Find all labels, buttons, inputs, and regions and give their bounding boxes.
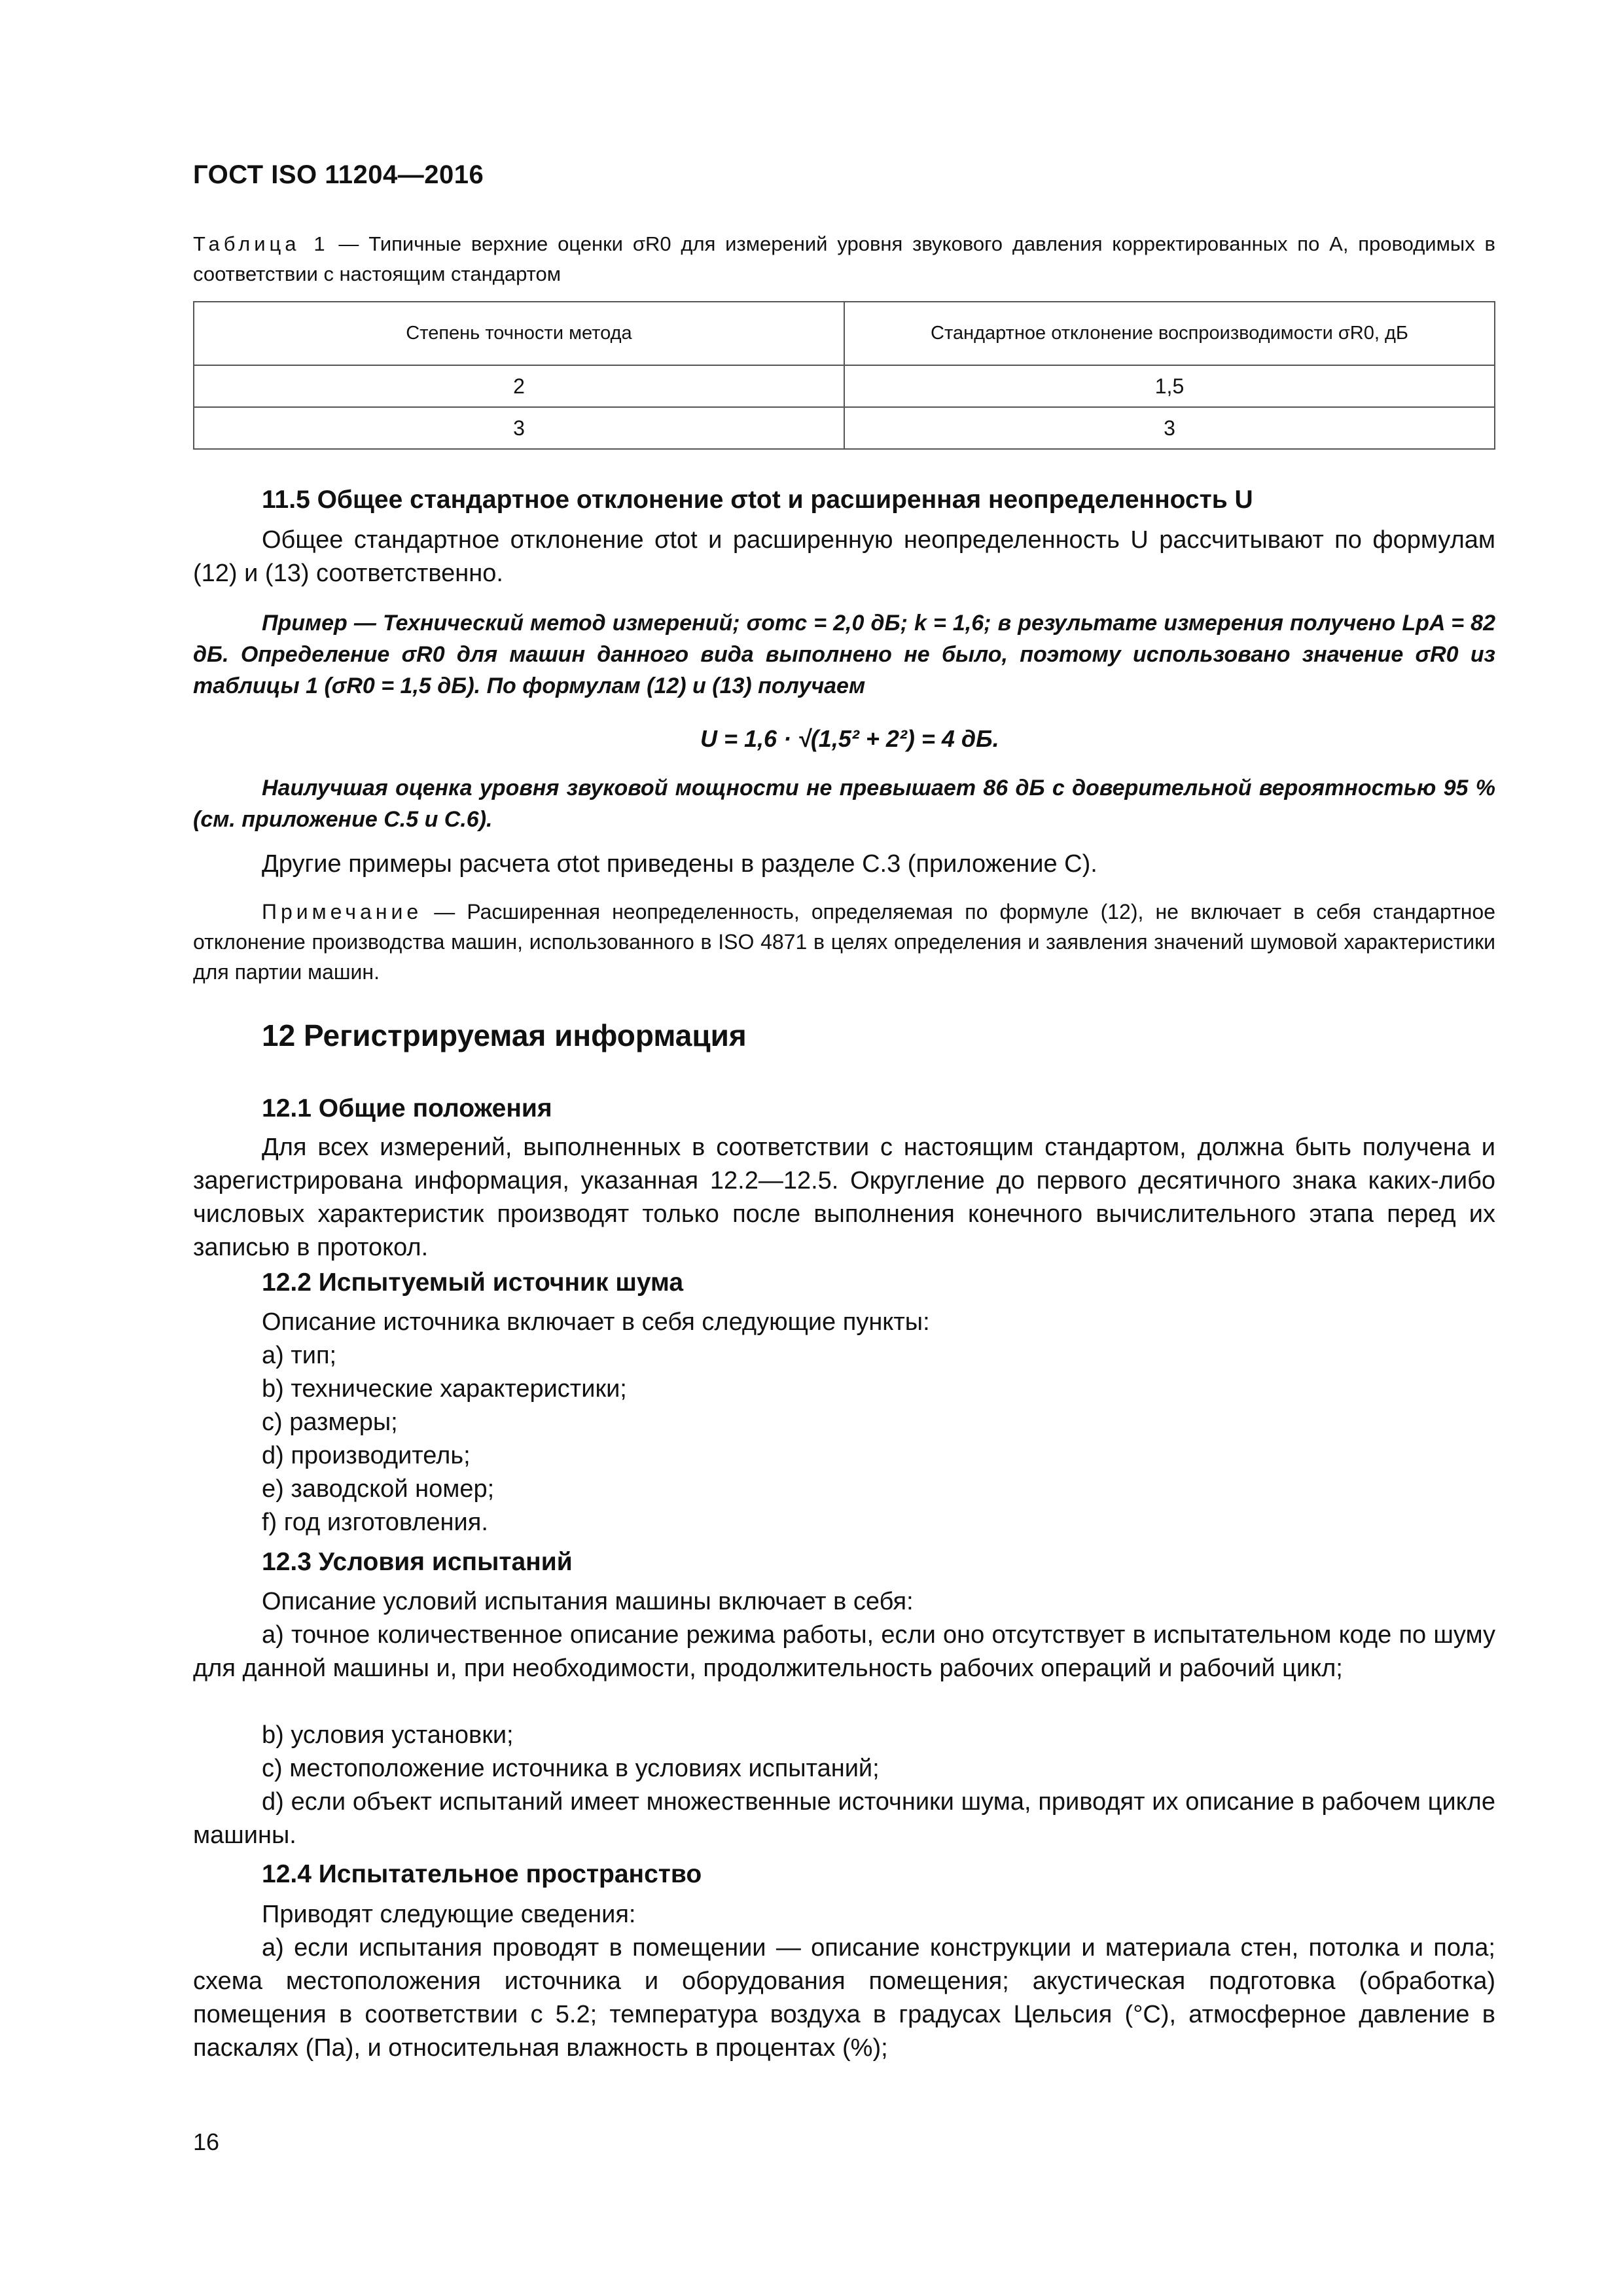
page-number: 16 [193,2128,220,2155]
list-item: b) технические характеристики; [262,1375,627,1403]
table-header-cell: Степень точности метода [194,302,844,365]
list-item: c) местоположение источника в условиях испытаний; [262,1755,880,1782]
section-12-4-intro: Приводят следующие сведения: [262,1901,636,1928]
formula-u: U = 1,6 · √(1,5² + 2²) = 4 дБ. [700,725,999,752]
table-row [194,365,1495,407]
table-caption-label: Таблица 1 [193,232,329,255]
list-item: d) если объект испытаний имеет множественные источники шума, приводят их описание в рабочем цикле машины. [193,1788,1495,1849]
table-caption-text: — Типичные верхние оценки σR0 для измерений уровня звукового давления корректированных по A, проводимых в соответствии с настоящим стандартом [193,232,1495,285]
list-item: d) производитель; [262,1442,471,1469]
note-paragraph [193,897,1495,987]
section-11-5-paragraph: Общее стандартное отклонение σtot и расширенную неопределенность U рассчитывают по формулам (12) и (13) соответственно. [193,526,1495,587]
section-12-1-paragraph: Для всех измерений, выполненных в соответствии с настоящим стандартом, должна быть получена и зарегистрирована информация, указанная 12.2—12.5. Округление до первого десятичного знака каких-либо числовых характеристик производят только после выполнения конечного вычислительного этапа перед их записью в протокол. [193,1134,1495,1261]
list-item: e) заводской номер; [262,1475,495,1503]
section-11-5-heading: 11.5 Общее стандартное отклонение σtot и расширенная неопределенность U [262,486,1253,514]
note-label: Примечание [262,900,423,924]
note-text: — Расширенная неопределенность, определяемая по формуле (12), не включает в себя стандартное отклонение производства машин, использованного в ISO 4871 в целях определения и заявления значений шумовой характеристики для партии машин. [193,900,1495,984]
section-12-1-heading: 12.1 Общие положения [262,1094,552,1122]
table-cell: 2 [194,365,844,407]
table-cell: 1,5 [844,365,1495,407]
table-1 [193,301,1495,450]
document-id-header: ГОСТ ISO 11204—2016 [193,160,484,189]
list-item: f) год изготовления. [262,1509,488,1536]
table-cell: 3 [194,407,844,449]
section-12-3-heading: 12.3 Условия испытаний [262,1548,573,1576]
table-header-row [194,302,1495,365]
section-11-5-paragraph-2: Другие примеры расчета σtot приведены в разделе С.3 (приложение С). [262,850,1097,878]
list-item: a) точное количественное описание режима работы, если оно отсутствует в испытательном коде по шуму для данной машины и, при необходимости, продолжительность рабочих операций и рабочий цикл; [193,1621,1495,1682]
list-item: a) тип; [262,1342,337,1369]
example-conclusion: Наилучшая оценка уровня звуковой мощности не превышает 86 дБ с доверительной вероятностью 95 % (см. приложение С.5 и С.6). [193,776,1495,832]
table-row [194,407,1495,449]
table-header-cell: Стандартное отклонение воспроизводимости σR0, дБ [844,302,1495,365]
section-12-heading: 12 Регистрируемая информация [262,1018,747,1052]
table-caption [193,229,1495,289]
list-item: b) условия установки; [262,1721,514,1749]
section-12-2-intro: Описание источника включает в себя следующие пункты: [262,1308,930,1336]
section-12-2-heading: 12.2 Испытуемый источник шума [262,1268,684,1297]
example-paragraph: Пример — Технический метод измерений; σomc = 2,0 дБ; k = 1,6; в результате измерения получено LpA = 82 дБ. Определение σR0 для машин данного вида выполнено не было, поэтому использовано значение σR0 из таблицы 1 (σR0 = 1,5 дБ). По формулам (12) и (13) получаем [193,611,1495,698]
list-item: a) если испытания проводят в помещении — описание конструкции и материала стен, потолка и пола; схема местоположения источника и оборудования помещения; акустическая подготовка (обработка) помещения в соответствии с 5.2; температура воздуха в градусах Цельсия (°C), атмосферное давление в паскалях (Па), и относительная влажность в процентах (%); [193,1934,1495,2062]
table-cell: 3 [844,407,1495,449]
section-12-3-intro: Описание условий испытания машины включает в себя: [262,1588,914,1615]
list-item: c) размеры; [262,1408,398,1436]
section-12-4-heading: 12.4 Испытательное пространство [262,1860,702,1888]
